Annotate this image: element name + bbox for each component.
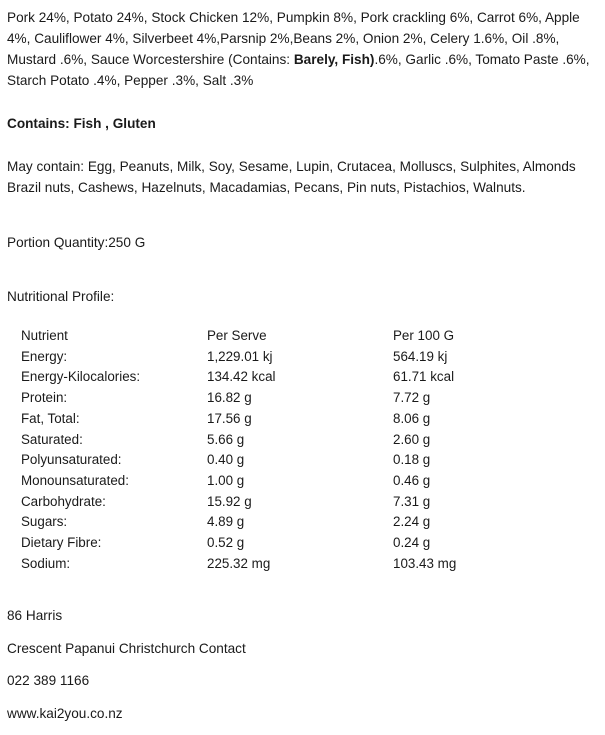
per-100g-value: 7.72 g	[393, 390, 431, 406]
per-serve-value: 1.00 g	[207, 472, 245, 488]
nutrition-table	[21, 326, 513, 574]
nutrition-row	[21, 554, 513, 575]
ingredient-highlight-barely: Barely	[293, 52, 335, 67]
product-info	[7, 7, 603, 735]
per-serve-value: 134.42 kcal	[207, 369, 276, 385]
header-per-serve: Per Serve	[207, 328, 267, 343]
per-100g-value: 0.24 g	[393, 535, 431, 551]
nutrition-header-row	[21, 326, 513, 347]
per-serve-value: 0.40 g	[207, 452, 245, 468]
contact-block	[7, 605, 603, 735]
per-100g-value: 2.60 g	[393, 431, 431, 447]
address-line-2: Crescent Papanui Christchurch Contact	[7, 640, 246, 656]
per-100g-value: 564.19 kj	[393, 348, 448, 364]
per-100g-value: 103.43 mg	[393, 555, 457, 571]
per-serve-value: 17.56 g	[207, 410, 252, 426]
per-serve-value: 225.32 mg	[207, 555, 271, 571]
nutrient-name: Monounsaturated:	[21, 472, 129, 488]
header-per-100g: Per 100 G	[393, 328, 455, 343]
nutrition-row	[21, 347, 513, 368]
per-serve-value: 0.52 g	[207, 535, 245, 551]
ingredients-text	[7, 7, 603, 91]
ingredients-part2: .6%, Garlic .6%, Tomato Paste .6%, Starch Potato .4%, Pepper .3%, Salt .3%	[7, 52, 590, 88]
ingredient-highlight-fish: Fish)	[341, 52, 375, 67]
per-serve-value: 1,229.01 kj	[207, 348, 273, 364]
per-serve-value: 5.66 g	[207, 431, 245, 447]
nutrition-row	[21, 492, 513, 513]
nutrient-name: Energy-Kilocalories:	[21, 369, 141, 385]
nutrition-row	[21, 471, 513, 492]
nutrition-row	[21, 430, 513, 451]
nutrient-name: Dietary Fibre:	[21, 535, 102, 551]
portion-quantity: Portion Quantity:250 G	[7, 235, 146, 250]
ingredient-separator: ,	[334, 52, 342, 67]
website-link[interactable]: www.kai2you.co.nz	[7, 705, 123, 721]
per-100g-value: 8.06 g	[393, 410, 431, 426]
nutrition-row	[21, 388, 513, 409]
nutrient-name: Carbohydrate:	[21, 493, 106, 509]
nutritional-profile-label: Nutritional Profile:	[7, 289, 115, 304]
allergen-contains: Contains: Fish , Gluten	[7, 116, 156, 131]
nutrient-name: Protein:	[21, 390, 68, 406]
nutrition-row	[21, 367, 513, 388]
nutrient-name: Fat, Total:	[21, 410, 80, 426]
allergen-may-contain: May contain: Egg, Peanuts, Milk, Soy, Sesame, Lupin, Crutacea, Molluscs, Sulphites, Almonds Brazil nuts, Cashews, Hazelnuts, Macadamias, Pecans, Pin nuts, Pistachios, Walnuts.	[7, 159, 576, 195]
address-line-1: 86 Harris	[7, 608, 63, 624]
header-nutrient: Nutrient	[21, 328, 68, 343]
per-serve-value: 15.92 g	[207, 493, 252, 509]
per-100g-value: 61.71 kcal	[393, 369, 455, 385]
nutrient-name: Polyunsaturated:	[21, 452, 122, 468]
phone-number: 022 389 1166	[7, 673, 90, 689]
nutrition-row	[21, 533, 513, 554]
nutrition-row	[21, 512, 513, 533]
per-100g-value: 0.46 g	[393, 472, 431, 488]
nutrient-name: Sodium:	[21, 555, 71, 571]
ingredients-part1: Pork 24%, Potato 24%, Stock Chicken 12%, Pumpkin 8%, Pork crackling 6%, Carrot 6%, Apple 4%, Cauliflower 4%, Silverbeet 4%,Parsnip 2%,Beans 2%, Onion 2%, Celery 1.6%, Oil .8%, Mustard .6%, Sauce Worcestershire (Contains:	[7, 10, 580, 67]
per-serve-value: 16.82 g	[207, 390, 252, 406]
per-100g-value: 0.18 g	[393, 452, 431, 468]
nutrient-name: Sugars:	[21, 514, 68, 530]
per-serve-value: 4.89 g	[207, 514, 245, 530]
per-100g-value: 7.31 g	[393, 493, 431, 509]
per-100g-value: 2.24 g	[393, 514, 431, 530]
nutrition-row	[21, 409, 513, 430]
nutrient-name: Saturated:	[21, 431, 83, 447]
nutrient-name: Energy:	[21, 348, 68, 364]
nutrition-row	[21, 450, 513, 471]
